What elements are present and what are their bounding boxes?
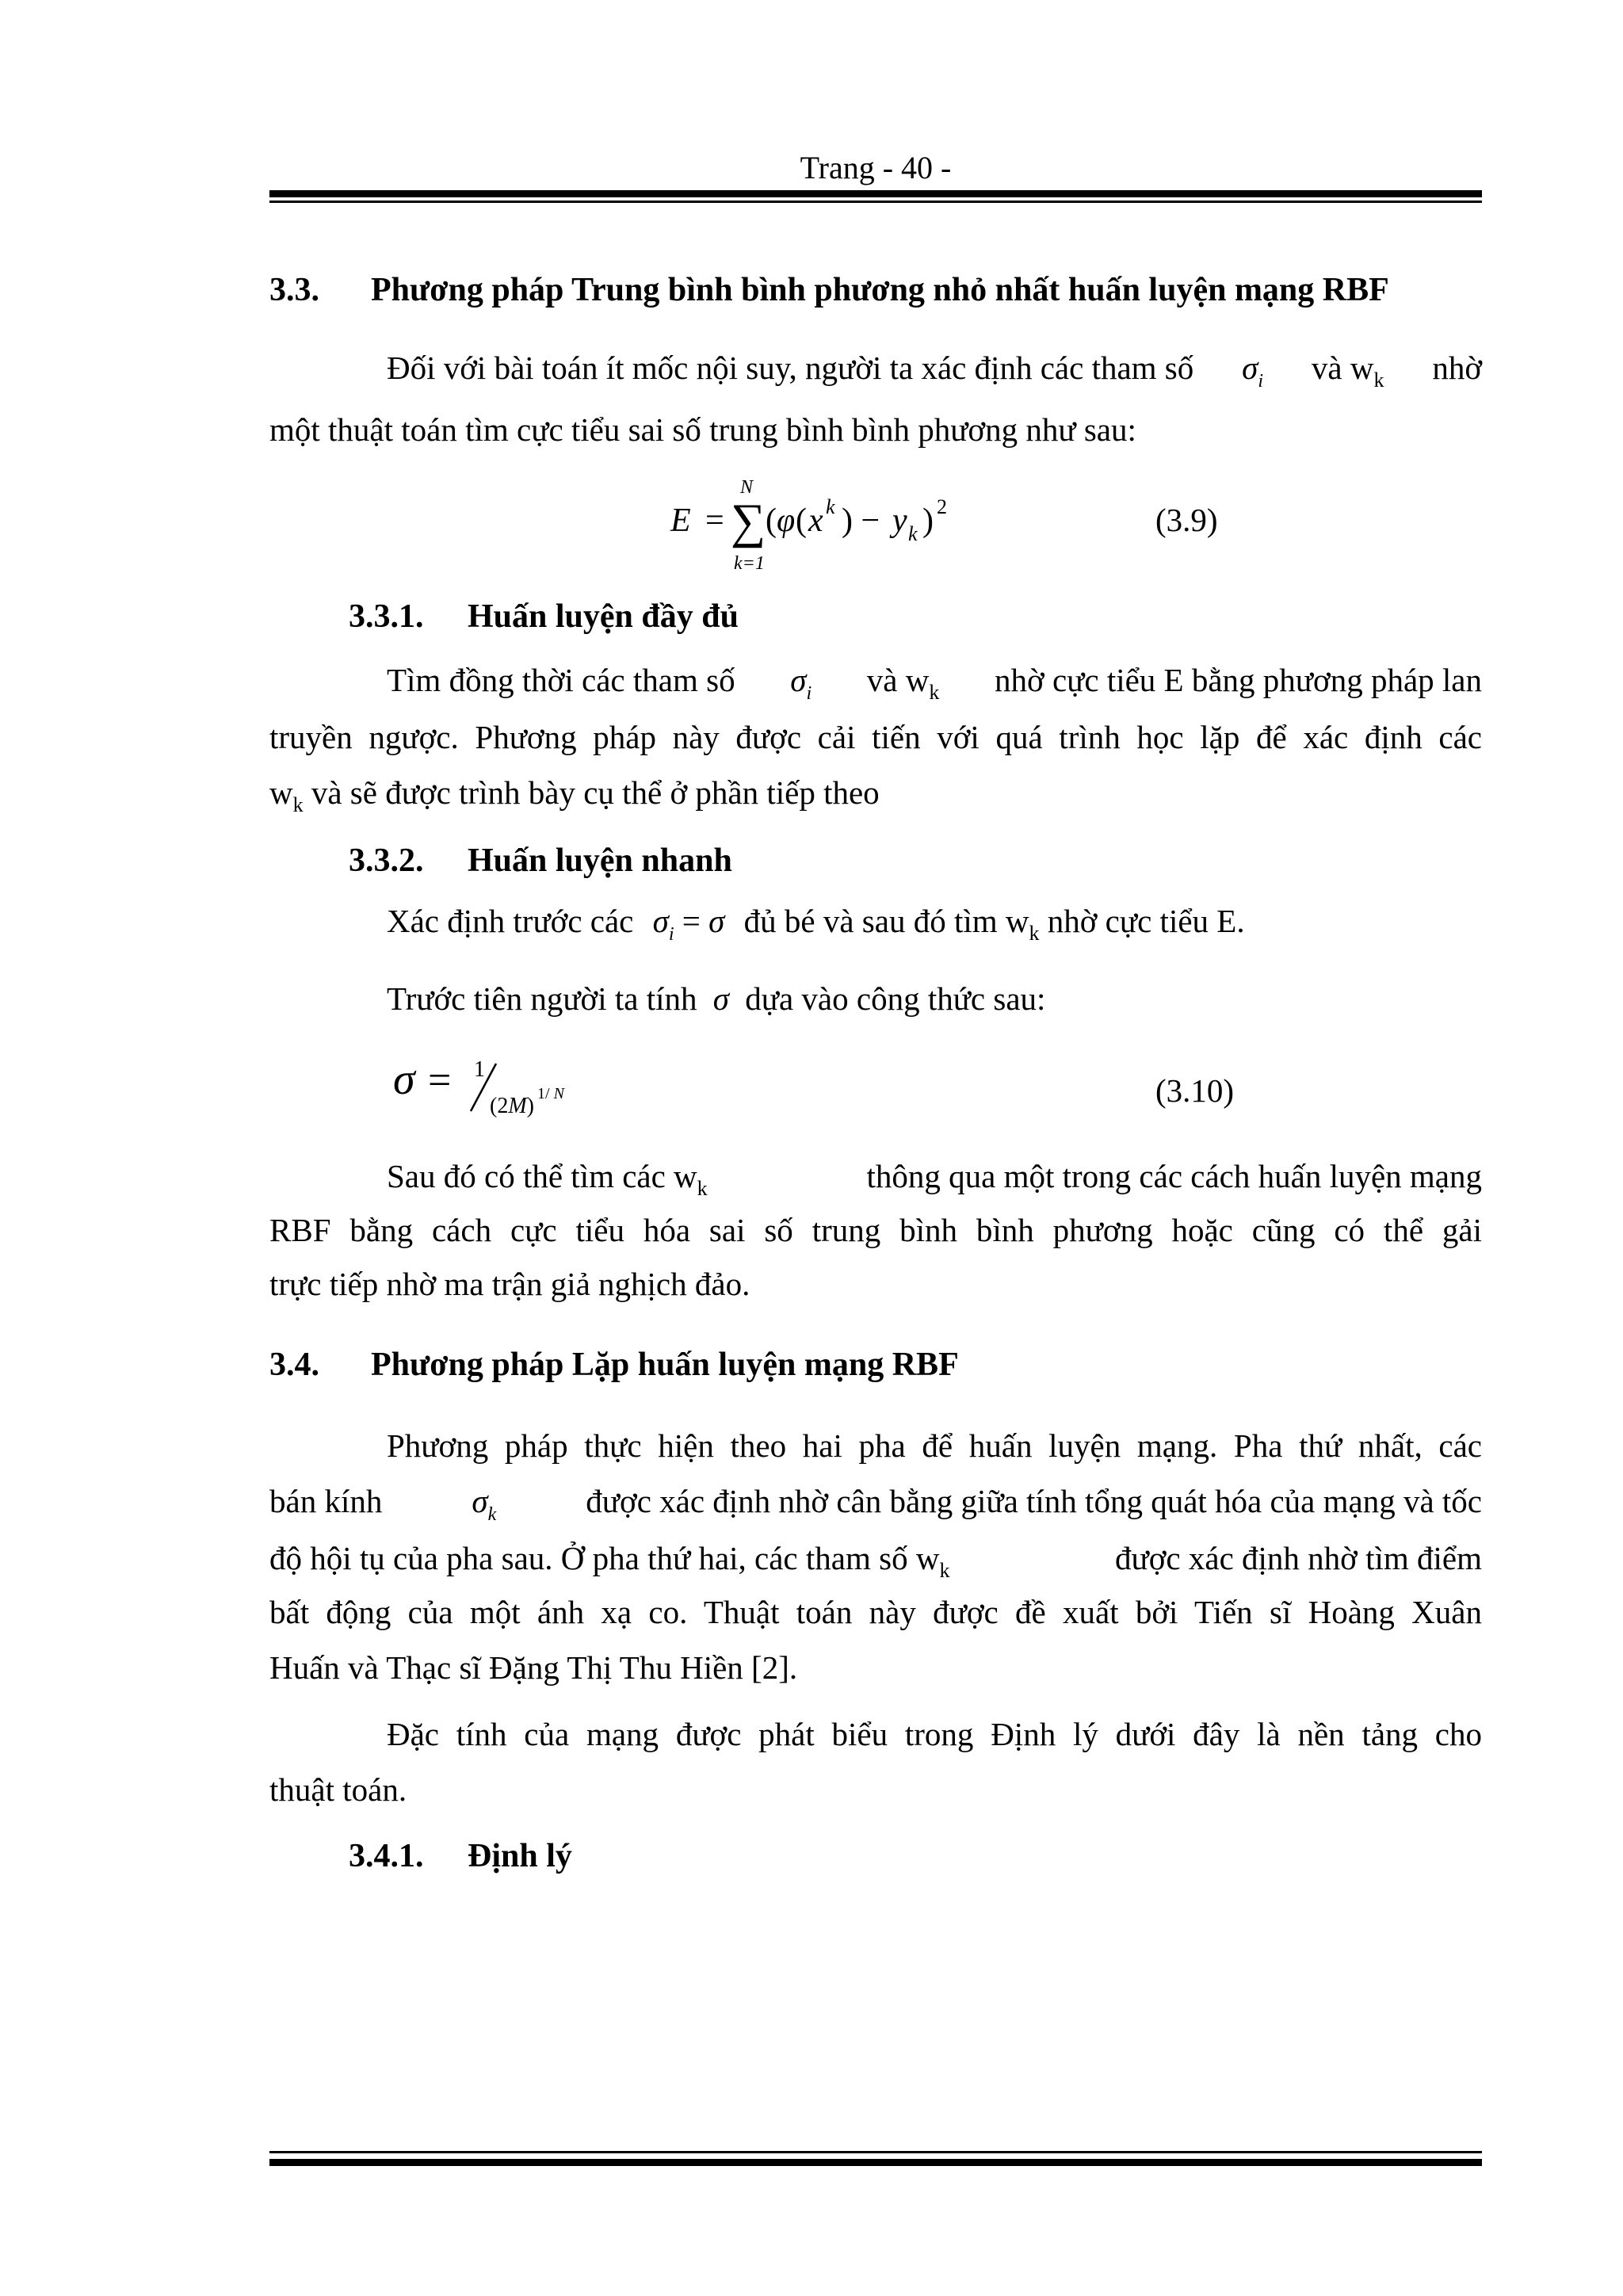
paragraph-line — [387, 1152, 1482, 1205]
footer-rule-thin — [269, 2151, 1482, 2153]
paragraph-line — [387, 656, 1482, 709]
header-rule-thick — [269, 190, 1482, 197]
section-number: 3.3.1. — [349, 598, 424, 635]
paragraph-line: trực tiếp nhờ ma trận giả nghịch đảo. — [269, 1266, 750, 1302]
eq-numerator: 1 — [474, 1057, 485, 1082]
section-3-4-heading — [269, 1346, 959, 1384]
eq-sigma: σ — [393, 1055, 415, 1104]
sigma-symbol: σ — [712, 980, 729, 1017]
text-run: Trước tiên người ta tính — [387, 980, 697, 1017]
paragraph-line: thuật toán. — [269, 1771, 407, 1808]
paragraph-line: Phương pháp thực hiện theo hai pha để huấn luyện mạng. Pha thứ nhất, các — [387, 1427, 1482, 1464]
text-run: và $w_k$ — [866, 662, 940, 704]
section-number: 3.4.1. — [349, 1838, 424, 1874]
eq-sum: ∑ — [731, 495, 766, 548]
paragraph-line: Đặc tính của mạng được phát biểu trong Định lý dưới đây là nền tảng cho — [387, 1716, 1482, 1752]
text-run: được xác định nhờ cân bằng giữa tính tổng quát hóa của mạng và tốc — [586, 1483, 1482, 1519]
footer-rule-thick — [269, 2159, 1482, 2166]
text-run: Xác định trước các — [387, 903, 634, 939]
paragraph-line: truyền ngược. Phương pháp này được cải tiến với quá trình học lặp để xác định các — [269, 719, 1482, 755]
paragraph-line: $w_k$ và sẽ được trình bày cụ thể ở phần tiếp theo — [269, 774, 880, 816]
text-run: bán kính — [269, 1483, 383, 1519]
equation-number: (3.9) — [1155, 502, 1218, 538]
equation-3-9 — [658, 471, 959, 574]
eq-equals: = — [428, 1058, 452, 1103]
paragraph-line: Xác định trước các $\sigma_i = \sigma$ đủ bé và sau đó tìm $w_k$ nhờ cực tiểu E. — [387, 903, 1245, 945]
paragraph-line — [269, 1534, 1482, 1587]
svg-text:2: 2 — [937, 495, 947, 518]
text-run: Đối với bài toán ít mốc nội suy, người ta xác định các tham số — [387, 350, 1194, 386]
svg-text:): ) — [922, 502, 934, 539]
paragraph-line: RBF bằng cách cực tiểu hóa sai số trung bình bình phương hoặc cũng có thể gải — [269, 1212, 1482, 1248]
equation-number: (3.10) — [1155, 1072, 1235, 1109]
eq-lower-limit: k=1 — [734, 553, 765, 574]
text-run: và $w_k$ — [1311, 350, 1384, 392]
header-rule-thin — [269, 201, 1482, 203]
eq-body: ( — [766, 502, 777, 539]
equation-3-10 — [388, 1043, 642, 1122]
paragraph-line — [387, 975, 1045, 1022]
eq-equals: = — [705, 502, 724, 539]
eq-denominator: (2M) — [490, 1094, 534, 1118]
text-run: dựa vào công thức sau: — [745, 980, 1046, 1017]
svg-text:y: y — [892, 502, 907, 539]
paragraph-line — [269, 1477, 1482, 1530]
section-title: Huấn luyện đầy đủ — [468, 598, 739, 635]
svg-text:k: k — [908, 522, 918, 545]
svg-text:(: ( — [796, 502, 807, 539]
section-number: 3.3.2. — [349, 842, 424, 879]
section-3-3-2-heading — [349, 842, 732, 880]
section-title: Phương pháp Lặp huấn luyện mạng RBF — [371, 1347, 959, 1383]
text-run: Sau đó có thể tìm các $w_k$ — [387, 1158, 708, 1200]
text-run: đủ bé và sau đó tìm w — [743, 903, 1029, 939]
text-run: nhờ cực tiểu E. — [1047, 903, 1245, 939]
section-number: 3.3. — [269, 272, 319, 308]
paragraph-line: một thuật toán tìm cực tiểu sai số trung bình bình phương như sau: — [269, 411, 1136, 448]
section-3-3-heading — [269, 271, 1389, 309]
svg-text:φ: φ — [777, 502, 796, 539]
page-number: Trang - 40 - — [800, 150, 952, 185]
paragraph-line: Huấn và Thạc sĩ Đặng Thị Thu Hiền [2]. — [269, 1649, 798, 1686]
sigma-i-symbol: $\sigma_i$ — [1242, 350, 1264, 392]
paragraph-line — [387, 344, 1482, 397]
section-number: 3.4. — [269, 1347, 319, 1383]
text-run: Tìm đồng thời các tham số — [387, 662, 735, 698]
section-3-3-1-heading — [349, 598, 739, 636]
paragraph-line: bất động của một ánh xạ co. Thuật toán này được đề xuất bởi Tiến sĩ Hoàng Xuân — [269, 1594, 1482, 1630]
text-run: nhờ cực tiểu E bằng phương pháp lan — [995, 662, 1482, 698]
sigma-i-symbol: $\sigma_i$ — [790, 662, 812, 704]
sigma-k-symbol: $\sigma_k$ — [472, 1483, 497, 1525]
svg-text:x: x — [808, 502, 823, 539]
svg-text:k: k — [826, 495, 835, 518]
eq-E: E — [670, 502, 691, 539]
section-title: Phương pháp Trung bình bình phương nhỏ nhất huấn luyện mạng RBF — [371, 272, 1389, 308]
section-title: Huấn luyện nhanh — [468, 842, 732, 879]
section-title: Định lý — [468, 1838, 572, 1874]
text-run: nhờ — [1432, 350, 1482, 386]
text-run: thông qua một trong các cách huấn luyện mạng — [866, 1158, 1482, 1194]
eq-upper-limit: N — [740, 477, 754, 498]
text-run: được xác định nhờ tìm điểm — [1115, 1540, 1482, 1576]
sigma-equals-sigma-symbol: $\sigma_i = \sigma$ — [652, 903, 725, 945]
svg-text:) −: ) − — [842, 502, 880, 539]
eq-exponent: 1/ N — [537, 1085, 564, 1102]
text-run: độ hội tụ của pha sau. Ở pha thứ hai, các tham số $w_k$ — [269, 1540, 950, 1582]
section-3-4-1-heading — [349, 1837, 572, 1875]
